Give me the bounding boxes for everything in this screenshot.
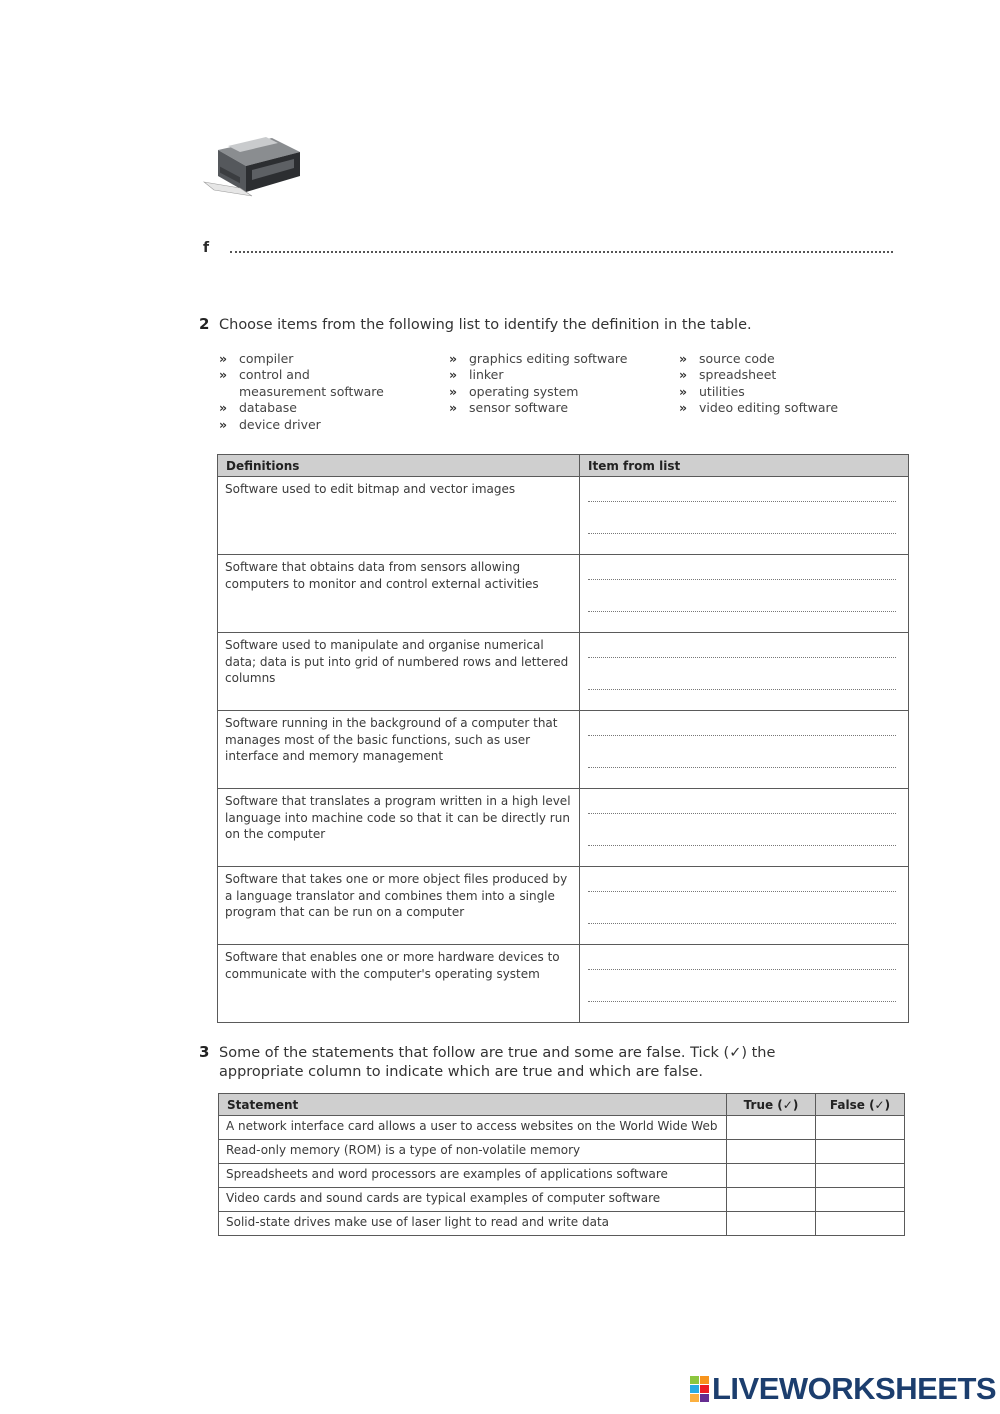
false-tick-cell[interactable] [816,1164,905,1188]
answer-line[interactable] [588,1001,896,1002]
answer-cell[interactable] [580,867,909,945]
question-f-label: f [203,240,210,256]
word-list-column-1 [219,351,429,433]
word-list-item: » database [219,400,429,416]
word-list-item: » spreadsheet [679,367,889,383]
true-tick-cell[interactable] [727,1116,816,1140]
answer-line[interactable] [588,845,896,846]
item-from-list-header: Item from list [580,455,909,477]
true-false-table [218,1093,905,1236]
definition-text: Software that enables one or more hardware devices to communicate with the computer's operating system [218,945,580,1023]
statement-text: Spreadsheets and word processors are examples of applications software [219,1164,727,1188]
false-header: False (✓) [816,1094,905,1116]
statement-text: A network interface card allows a user to access websites on the World Wide Web [219,1116,727,1140]
answer-line[interactable] [588,891,896,892]
word-list-column-2 [449,351,659,417]
table-row [218,633,909,711]
table-row [219,1212,905,1236]
false-tick-cell[interactable] [816,1116,905,1140]
table-row [218,945,909,1023]
table-row [219,1116,905,1140]
word-list-item: » video editing software [679,400,889,416]
table-row [219,1164,905,1188]
answer-line[interactable] [588,767,896,768]
question-f-answer-line[interactable] [230,251,893,253]
question-2-prompt: Choose items from the following list to identify the definition in the table. [219,317,752,333]
false-tick-cell[interactable] [816,1212,905,1236]
answer-line[interactable] [588,579,896,580]
table-row [218,477,909,555]
liveworksheets-text: LIVEWORKSHEETS [712,1371,997,1406]
table-row [218,555,909,633]
definitions-table [217,454,909,1023]
definition-text: Software that translates a program written in a high level language into machine code so that it can be directly run on the computer [218,789,580,867]
statement-text: Video cards and sound cards are typical examples of computer software [219,1188,727,1212]
liveworksheets-logo-icon [690,1376,710,1402]
word-list-item: » graphics editing software [449,351,659,367]
definition-text: Software that takes one or more object files produced by a language translator and combines them into a single program that can be run on a computer [218,867,580,945]
definitions-header: Definitions [218,455,580,477]
answer-line[interactable] [588,611,896,612]
answer-cell[interactable] [580,633,909,711]
word-list-item: » source code [679,351,889,367]
answer-cell[interactable] [580,711,909,789]
false-tick-cell[interactable] [816,1140,905,1164]
definition-text: Software used to edit bitmap and vector images [218,477,580,555]
liveworksheets-watermark [690,1372,996,1406]
answer-line[interactable] [588,657,896,658]
definition-text: Software running in the background of a computer that manages most of the basic functions, such as user interface and memory management [218,711,580,789]
false-tick-cell[interactable] [816,1188,905,1212]
true-tick-cell[interactable] [727,1140,816,1164]
true-tick-cell[interactable] [727,1164,816,1188]
question-2-number: 2 [199,315,210,333]
true-tick-cell[interactable] [727,1212,816,1236]
definition-text: Software that obtains data from sensors allowing computers to monitor and control external activities [218,555,580,633]
answer-line[interactable] [588,533,896,534]
word-list-item: » sensor software [449,400,659,416]
definition-text: Software used to manipulate and organise numerical data; data is put into grid of numbered rows and lettered columns [218,633,580,711]
word-list-item: » device driver [219,417,429,433]
true-tick-cell[interactable] [727,1188,816,1212]
printer-image [200,130,305,202]
word-list-column-3 [679,351,889,417]
answer-line[interactable] [588,923,896,924]
question-3-prompt: Some of the statements that follow are true and some are false. Tick (✓) the appropriate column to indicate which are true and which are false. [219,1045,776,1080]
word-list-item: » operating system [449,384,659,400]
answer-line[interactable] [588,969,896,970]
true-header: True (✓) [727,1094,816,1116]
answer-line[interactable] [588,813,896,814]
table-row [219,1188,905,1212]
statement-text: Read-only memory (ROM) is a type of non-volatile memory [219,1140,727,1164]
answer-cell[interactable] [580,555,909,633]
word-list-item: » compiler [219,351,429,367]
answer-line[interactable] [588,501,896,502]
answer-line[interactable] [588,735,896,736]
table-row [218,789,909,867]
question-3-number: 3 [199,1043,210,1061]
table-row [218,711,909,789]
word-list-item: » linker [449,367,659,383]
answer-line[interactable] [588,689,896,690]
word-list-item: » utilities [679,384,889,400]
statement-header: Statement [219,1094,727,1116]
word-list-item: » control and measurement software [219,367,399,400]
answer-cell[interactable] [580,477,909,555]
table-row [218,867,909,945]
table-row [219,1140,905,1164]
answer-cell[interactable] [580,945,909,1023]
statement-text: Solid-state drives make use of laser light to read and write data [219,1212,727,1236]
answer-cell[interactable] [580,789,909,867]
